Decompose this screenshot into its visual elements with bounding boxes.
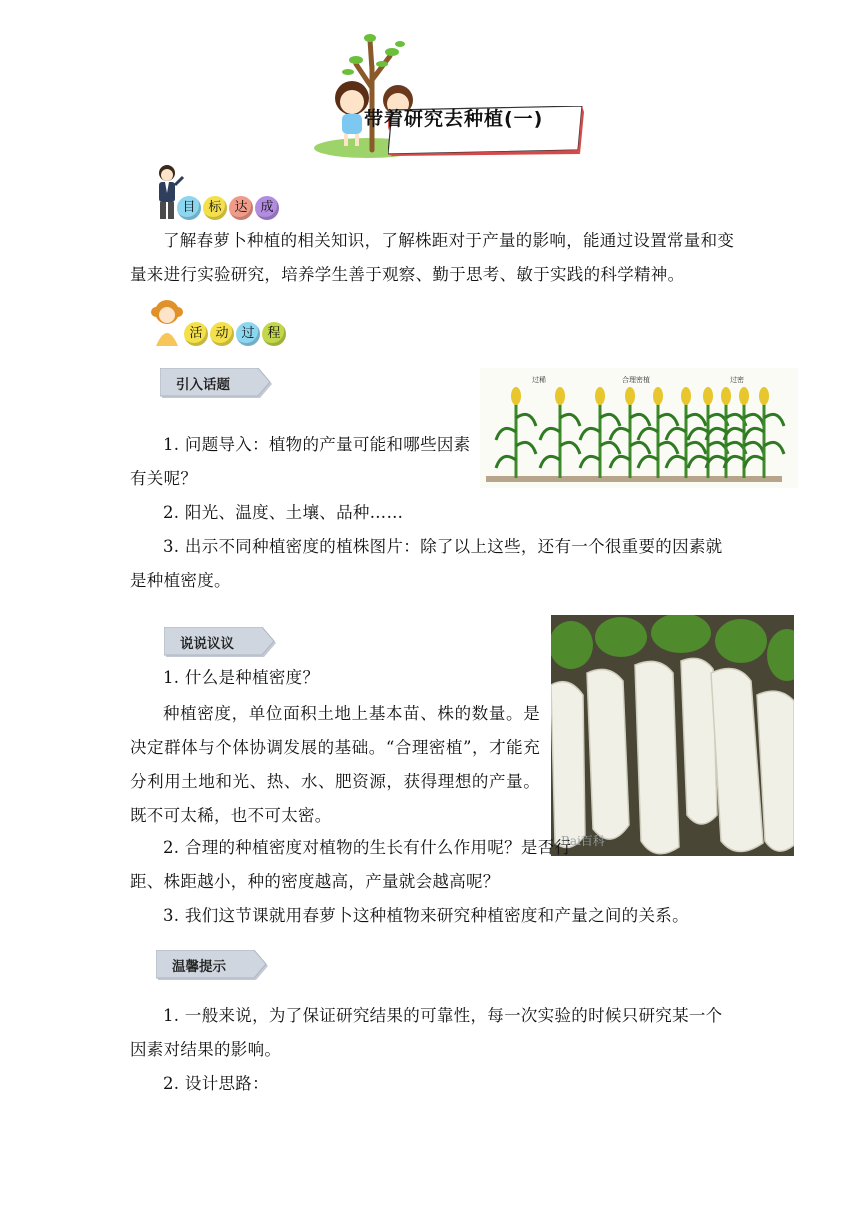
activity-badge bbox=[184, 322, 286, 346]
discuss-paragraph-4: 3. 我们这节课就用春萝卜这种植物来研究种植密度和产量之间的关系。 bbox=[163, 906, 689, 925]
intro-paragraph-3: 3. 出示不同种植密度的植株图片：除了以上这些，还有一个很重要的因素就是种植密度。 bbox=[130, 537, 723, 590]
activity-badge-char: 程 bbox=[262, 322, 286, 346]
intro-paragraph-1: 1. 问题导入：植物的产量可能和哪些因素有关呢？ bbox=[130, 435, 471, 488]
discuss-paragraph-2: 种植密度，单位面积土地上基本苗、株的数量。是决定群体与个体协调发展的基础。“合理密植”，才能充分利用土地和光、热、水、肥资源，获得理想的产量。既不可太稀，也不可太密。 bbox=[130, 704, 540, 825]
girl-icon bbox=[150, 298, 184, 350]
tips-paragraph-1: 1. 一般来说，为了保证研究结果的可靠性，每一次实验的时候只研究某一个因素对结果的影响。 bbox=[130, 1006, 723, 1059]
discuss-paragraph-3: 2. 合理的种植密度对植物的生长有什么作用呢？是否行距、株距越小，种的密度越高，产量就会越高呢？ bbox=[130, 838, 572, 891]
section-tag-label: 说说议议 bbox=[180, 636, 234, 652]
corn-density-image bbox=[480, 368, 798, 488]
goals-badge bbox=[177, 196, 279, 220]
activity-badge-char: 动 bbox=[210, 322, 234, 346]
tips-paragraph-2: 2. 设计思路： bbox=[163, 1074, 269, 1093]
section-tag-label: 引入话题 bbox=[176, 377, 230, 393]
goals-badge-char: 达 bbox=[229, 196, 253, 220]
activity-badge-char: 过 bbox=[236, 322, 260, 346]
goals-badge-char: 目 bbox=[177, 196, 201, 220]
radish-watermark: Bai百科 bbox=[561, 834, 605, 848]
goals-badge-char: 成 bbox=[255, 196, 279, 220]
section-tag-discuss bbox=[164, 627, 278, 657]
radish-photo bbox=[551, 615, 794, 856]
discuss-paragraph-1: 1. 什么是种植密度？ bbox=[163, 668, 320, 687]
corn-label-dense: 过密 bbox=[730, 376, 744, 384]
intro-paragraph-2: 2. 阳光、温度、土壤、品种…… bbox=[163, 503, 404, 522]
page-title: 带着研究去种植(一) bbox=[364, 108, 544, 130]
corn-label-reasonable: 合理密植 bbox=[622, 376, 650, 384]
goals-paragraph: 了解春萝卜种植的相关知识，了解株距对于产量的影响，能通过设置常量和变量来进行实验研究，培养学生善于观察、勤于思考、敏于实践的科学精神。 bbox=[130, 231, 735, 284]
section-tag-intro bbox=[160, 368, 274, 398]
section-tag-label: 温馨提示 bbox=[172, 959, 226, 975]
goals-badge-char: 标 bbox=[203, 196, 227, 220]
activity-badge-char: 活 bbox=[184, 322, 208, 346]
corn-label-sparse: 过稀 bbox=[532, 376, 546, 384]
section-tag-tips bbox=[156, 950, 270, 980]
